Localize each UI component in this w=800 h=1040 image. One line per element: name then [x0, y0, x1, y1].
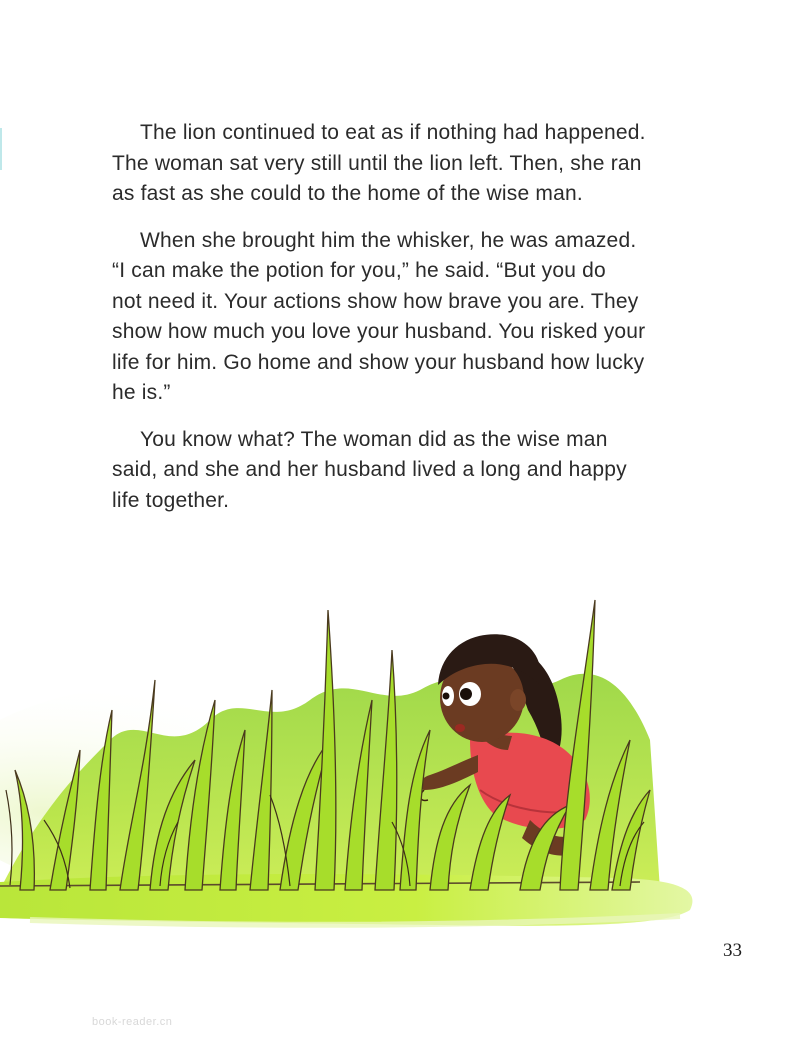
page-edge-mark: [0, 128, 2, 170]
watermark: book-reader.cn: [92, 1016, 173, 1028]
paragraph-2: When she brought him the whisker, he was amazed. “I can make the potion for you,” he said. “But you do not need it. Your actions show how brave you are. They show how much you love your husband. You risked your life for him. Go home and show your husband how lucky he is.”: [112, 228, 646, 404]
page-number: 33: [723, 940, 742, 961]
paragraph-3: You know what? The woman did as the wise man said, and she and her husband lived a long and happy life together.: [112, 427, 627, 512]
woman-in-tall-grass-illustration: [0, 590, 800, 950]
paragraph-1: The lion continued to eat as if nothing had happened. The woman sat very still until the lion left. Then, she ran as fast as she could to the home of the wise man.: [112, 121, 646, 205]
story-text: [112, 118, 708, 532]
